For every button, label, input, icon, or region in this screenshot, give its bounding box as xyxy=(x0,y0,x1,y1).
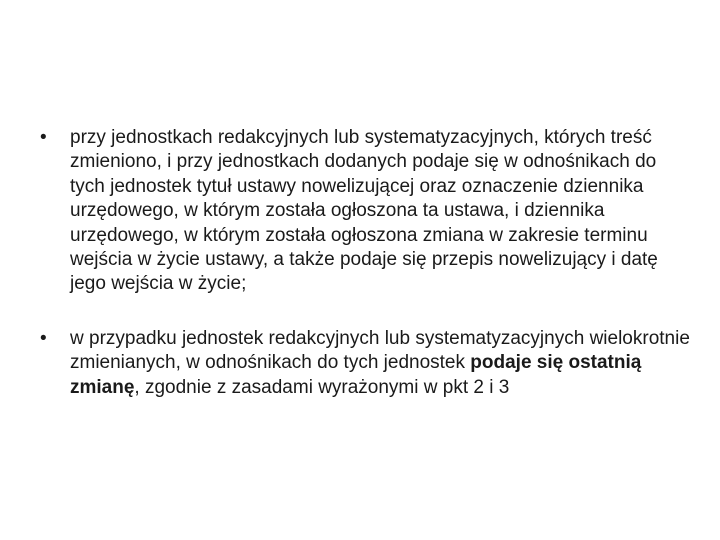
bullet-marker: • xyxy=(40,127,47,148)
bullet-text: przy jednostkach redakcyjnych lub systematyzacyjnych, których treść zmieniono, i przy jednostkach dodanych podaje się w odnośnikach do tych jednostek tytuł ustawy nowelizującej oraz oznaczenie dziennika urzędowego, w którym została ogłoszona ta ustawa, i dziennika urzędowego, w którym została ogłoszona zmiana w zakresie terminu wejścia w życie ustawy, a także podaje się przepis nowelizujący i datę jego wejścia w życie; xyxy=(70,127,658,295)
bullet-text-end: , zgodnie z zasadami wyrażonymi w pkt 2 i 3 xyxy=(134,376,510,398)
bullet-marker: • xyxy=(40,327,47,349)
bullet-list xyxy=(40,126,690,400)
bullet-text-regular: w przypadku jednostek redakcyjnych lub systematyzacyjnych wielokrotnie zmienianych, w odnośnikach do tych jednostek xyxy=(70,327,690,374)
bullet-item-1 xyxy=(40,126,690,297)
bullet-text-bold: podaje się ostatnią zmianę xyxy=(70,352,642,398)
bullet-item-2 xyxy=(40,327,690,400)
